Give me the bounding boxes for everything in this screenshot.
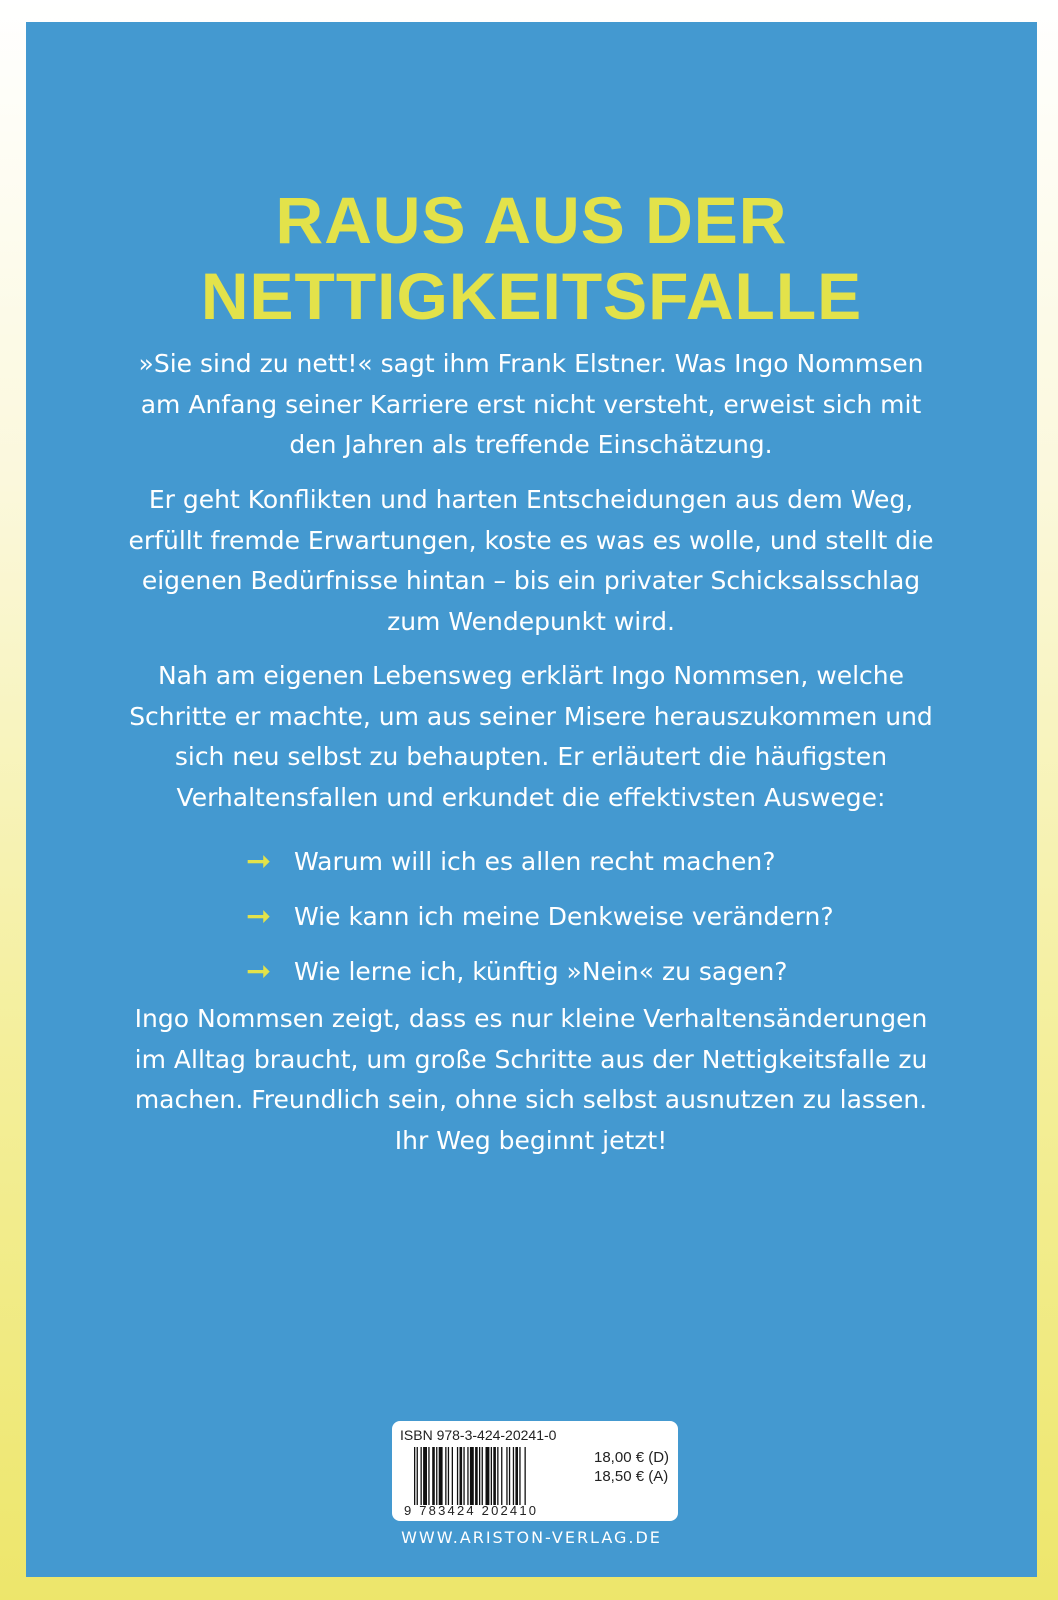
back-cover-panel xyxy=(26,22,1037,1577)
arrow-right-icon: ➞ xyxy=(246,953,272,989)
list-item-text: Wie kann ich meine Denkweise verändern? xyxy=(294,902,834,931)
title-line-2: NETTIGKEITSFALLE xyxy=(200,259,863,333)
arrow-right-icon: ➞ xyxy=(246,898,272,934)
list-item-text: Warum will ich es allen recht machen? xyxy=(294,847,776,876)
price-austria: 18,50 € (A) xyxy=(594,1468,669,1485)
price-germany: 18,00 € (D) xyxy=(594,1449,670,1466)
blurb-paragraph-4: Ingo Nommsen zeigt, dass es nur kleine Verhaltensänderungen im Alltag braucht, um große Schritte aus der Nettigkeitsfalle zu machen. Freundlich sein, ohne sich selbst ausnutzen zu lassen. Ihr Weg beginnt jetzt! xyxy=(134,1004,928,1155)
arrow-right-icon: ➞ xyxy=(246,843,272,879)
barcode-digits: 9 783424 202410 xyxy=(404,1503,539,1518)
barcode-label xyxy=(392,1421,678,1521)
barcode-image xyxy=(414,1447,576,1505)
question-list xyxy=(246,834,834,999)
isbn-text: ISBN 978-3-424-20241-0 xyxy=(400,1427,557,1443)
publisher-website: WWW.ARISTON-VERLAG.DE xyxy=(401,1528,662,1547)
title-line-1: RAUS AUS DER xyxy=(275,183,788,257)
list-item xyxy=(246,834,834,889)
book-title xyxy=(26,182,1037,334)
list-item xyxy=(246,944,834,999)
list-item-text: Wie lerne ich, künftig »Nein« zu sagen? xyxy=(294,957,788,986)
blurb-paragraph-1: »Sie sind zu nett!« sagt ihm Frank Elstner. Was Ingo Nommsen am Anfang seiner Karriere erst nicht versteht, erweist sich mit den Jahren als treffende Einschätzung. xyxy=(138,349,924,459)
blurb-paragraph-3: Nah am eigenen Lebensweg erklärt Ingo Nommsen, welche Schritte er machte, um aus seiner Misere herauszukommen und sich neu selbst zu behaupten. Er erläutert die häufigsten Verhaltensfallen und erkundet die effektivsten Auswege: xyxy=(129,661,933,812)
blurb-paragraph-2: Er geht Konflikten und harten Entscheidungen aus dem Weg, erfüllt fremde Erwartungen, koste es was es wolle, und stellt die eigenen Bedürfnisse hintan – bis ein privater Schicksalsschlag zum Wendepunkt wird. xyxy=(128,485,934,636)
list-item xyxy=(246,889,834,944)
